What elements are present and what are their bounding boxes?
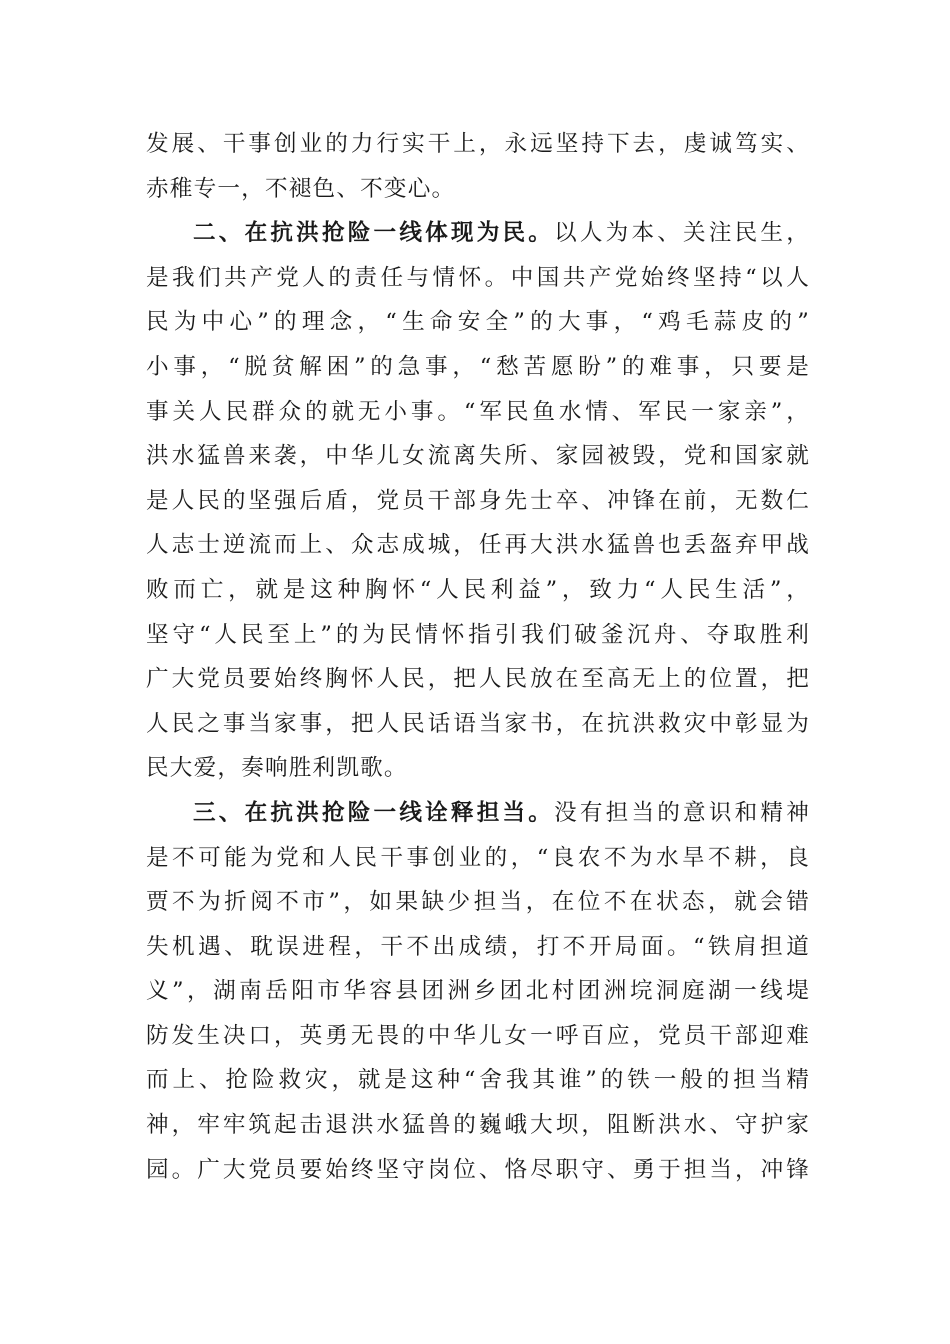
text-segment: 广大党员要始终胸怀人民，把人民放在至高无上的位置，把	[146, 666, 810, 693]
section-heading: 三、在抗洪抢险一线诠释担当。	[193, 799, 555, 826]
text-segment: 神，牢牢筑起击退洪水猛兽的巍峨大坝，阻断洪水、守护家	[146, 1112, 810, 1139]
text-segment: 是我们共产党人的责任与情怀。中国共产党始终坚持“以人	[146, 264, 810, 291]
text-line	[146, 300, 810, 345]
text-segment: 而上、抢险救灾，就是这种“舍我其谁”的铁一般的担当精	[146, 1067, 810, 1094]
section-heading: 二、在抗洪抢险一线体现为民。	[193, 220, 555, 247]
text-line	[146, 568, 810, 613]
text-line	[146, 256, 810, 301]
text-segment: 以人为本、关注民生，	[554, 220, 810, 247]
text-line	[146, 746, 810, 791]
text-segment: 败而亡，就是这种胸怀“人民利益”，致力“人民生活”，	[146, 576, 810, 603]
text-line	[146, 122, 810, 167]
text-segment: 贾不为折阅不市”，如果缺少担当，在位不在状态，就会错	[146, 889, 810, 916]
text-segment: 发展、干事创业的力行实干上，永远坚持下去，虔诚笃实、	[146, 131, 810, 157]
text-segment: 园。广大党员要始终坚守岗位、恪尽职守、勇于担当，冲锋	[146, 1156, 810, 1183]
text-line	[146, 1148, 810, 1193]
text-line	[146, 167, 810, 212]
text-line	[146, 479, 810, 524]
text-line	[146, 1103, 810, 1148]
text-line	[146, 880, 810, 925]
text-line	[146, 1058, 810, 1103]
text-line	[146, 390, 810, 435]
text-segment: 是不可能为党和人民干事创业的，“良农不为水旱不耕，良	[146, 844, 810, 871]
text-segment: 小事，“脱贫解困”的急事，“愁苦愿盼”的难事，只要是	[146, 353, 810, 380]
text-line	[146, 702, 810, 747]
section-heading-line	[146, 211, 810, 256]
text-segment: 洪水猛兽来袭，中华儿女流离失所、家园被毁，党和国家就	[146, 443, 810, 470]
section-heading-line	[146, 791, 810, 836]
text-segment: 民为中心”的理念，“生命安全”的大事，“鸡毛蒜皮的”	[146, 309, 810, 336]
document-body	[146, 122, 810, 1192]
text-line	[146, 345, 810, 390]
text-segment: 坚守“人民至上”的为民情怀指引我们破釜沉舟、夺取胜利	[146, 621, 810, 648]
text-line	[146, 836, 810, 881]
text-segment: 民大爱，奏响胜利凯歌。	[146, 755, 408, 782]
text-segment: 义”，湖南岳阳市华容县团洲乡团北村团洲垸洞庭湖一线堤	[146, 978, 810, 1005]
text-line	[146, 434, 810, 479]
text-line	[146, 925, 810, 970]
text-segment: 事关人民群众的就无小事。“军民鱼水情、军民一家亲”，	[146, 398, 810, 425]
text-line	[146, 613, 810, 658]
text-segment: 没有担当的意识和精神	[554, 799, 810, 826]
text-segment: 赤稚专一，不褪色、不变心。	[146, 175, 456, 202]
text-line	[146, 523, 810, 568]
text-segment: 人民之事当家事，把人民话语当家书，在抗洪救灾中彰显为	[146, 710, 810, 737]
text-segment: 失机遇、耽误进程，干不出成绩，打不开局面。“铁肩担道	[146, 933, 810, 960]
text-line	[146, 969, 810, 1014]
text-segment: 是人民的坚强后盾，党员干部身先士卒、冲锋在前，无数仁	[146, 487, 810, 514]
text-segment: 人志士逆流而上、众志成城，任再大洪水猛兽也丢盔弃甲战	[146, 532, 810, 559]
text-line	[146, 1014, 810, 1059]
text-line	[146, 657, 810, 702]
text-segment: 防发生决口，英勇无畏的中华儿女一呼百应，党员干部迎难	[146, 1022, 810, 1049]
